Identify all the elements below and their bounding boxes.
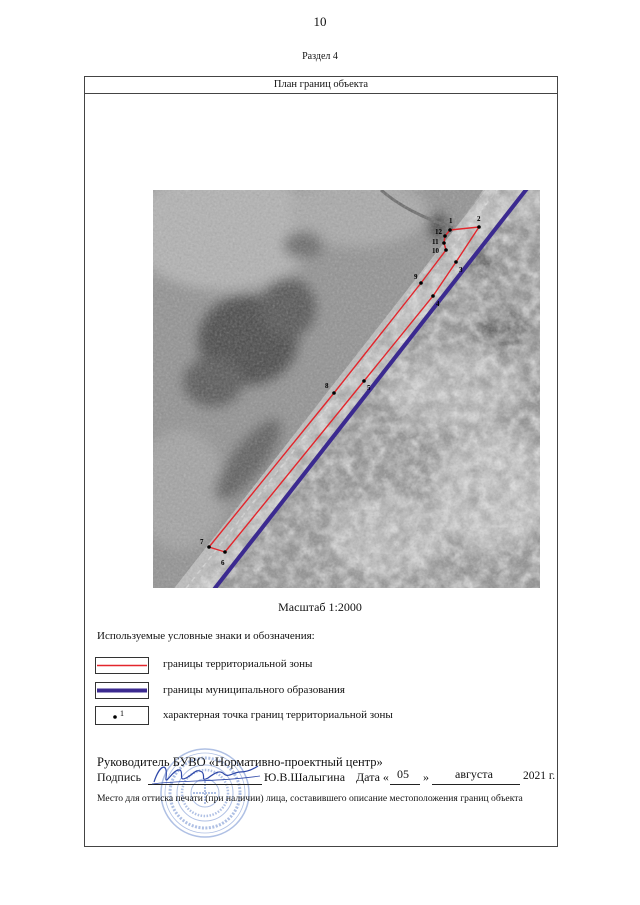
point-label-5: 5 xyxy=(367,384,371,392)
point-label-10: 10 xyxy=(432,247,439,255)
month-underline xyxy=(432,784,520,785)
point-label-12: 12 xyxy=(435,228,442,236)
title-divider xyxy=(85,93,557,94)
point-label-3: 3 xyxy=(459,266,463,274)
point-label-9: 9 xyxy=(414,273,418,281)
boundary-plan-map xyxy=(153,190,540,588)
boundary-point-7 xyxy=(207,545,211,549)
legend-label-characteristic-point: характерная точка границ территориальной зоны xyxy=(163,709,393,721)
purple-thick-line-icon xyxy=(95,682,149,699)
point-label-2: 2 xyxy=(477,215,481,223)
date-day: 05 xyxy=(397,767,409,781)
boundary-point-6 xyxy=(223,550,227,554)
stamp-note: Место для оттиска печати (при наличии) лица, составившего описание местоположения границ объекта xyxy=(97,793,523,804)
boundary-point-8 xyxy=(332,391,336,395)
legend-point-label: 1 xyxy=(120,709,124,718)
section-title: Раздел 4 xyxy=(302,51,338,62)
map-scale: Масштаб 1:2000 xyxy=(278,600,362,614)
boundary-point-11 xyxy=(442,241,446,245)
red-line-icon xyxy=(95,657,149,674)
point-label-8: 8 xyxy=(325,382,329,390)
boundary-point-10 xyxy=(444,248,448,252)
boundary-point-1 xyxy=(448,228,452,232)
plan-title: План границ объекта xyxy=(273,79,369,90)
signature-label: Подпись xyxy=(97,770,142,784)
point-label-4: 4 xyxy=(436,300,440,308)
point-label-11: 11 xyxy=(432,238,439,246)
point-label-6: 6 xyxy=(221,559,225,567)
page-number: 10 xyxy=(313,14,327,29)
boundary-point-2 xyxy=(477,225,481,229)
date-year: 2021 г. xyxy=(523,770,556,782)
boundary-point-3 xyxy=(454,260,458,264)
signatory-name: Ю.В.Шалыгина xyxy=(264,770,346,784)
boundary-point-12 xyxy=(443,234,447,238)
handwritten-signature xyxy=(150,760,262,788)
boundary-point-5 xyxy=(362,379,366,383)
point-marker-icon xyxy=(95,706,149,725)
aerial-imagery xyxy=(153,190,540,588)
day-underline xyxy=(390,784,420,785)
date-month: августа xyxy=(455,767,493,781)
legend-label-zone-boundary: границы территориальной зоны xyxy=(163,658,313,670)
organization-head-line: Руководитель БУВО «Нормативно-проектный центр» xyxy=(97,755,383,769)
date-close-quote: » xyxy=(423,770,429,784)
legend-heading: Используемые условные знаки и обозначения: xyxy=(97,630,315,642)
point-label-1: 1 xyxy=(449,217,453,225)
boundary-point-9 xyxy=(419,281,423,285)
date-label: Дата « xyxy=(356,770,389,784)
boundary-point-4 xyxy=(431,294,435,298)
legend-label-municipal-boundary: границы муниципального образования xyxy=(163,684,345,696)
point-label-7: 7 xyxy=(200,538,204,546)
